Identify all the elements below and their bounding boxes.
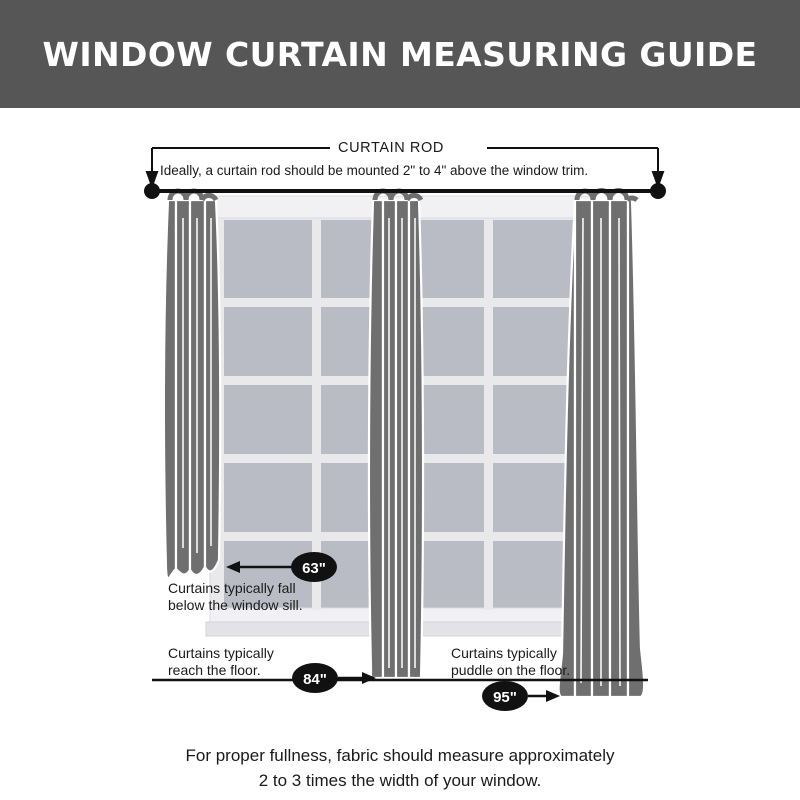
note-95-line1: Curtains typically <box>451 645 557 661</box>
note-84-line1: Curtains typically <box>168 645 274 661</box>
measurement-value-95: 95" <box>493 689 517 706</box>
footer-line-2: 2 to 3 times the width of your window. <box>258 770 542 790</box>
rod-note: Ideally, a curtain rod should be mounted 2" to 4" above the window trim. <box>160 163 589 178</box>
footer-note <box>0 744 800 793</box>
measurement-callout-95 <box>482 681 560 711</box>
note-63-line1: Curtains typically fall <box>168 580 296 596</box>
rod-label: CURTAIN ROD <box>338 140 444 156</box>
header-banner <box>0 0 800 108</box>
footer-line-1: For proper fullness, fabric should measure approximately <box>185 746 615 765</box>
curtain-window-illustration <box>0 108 800 800</box>
curtain-panel-short <box>164 200 220 578</box>
measurement-value-84: 84" <box>303 671 327 688</box>
measurement-callout-84 <box>292 663 376 693</box>
note-84-line2: reach the floor. <box>168 662 261 678</box>
note-95-line2: puddle on the floor. <box>451 662 571 678</box>
diagram-canvas <box>0 108 800 800</box>
note-63-line2: below the window sill. <box>168 597 303 613</box>
measurement-value-63: 63" <box>302 560 326 577</box>
page-title: WINDOW CURTAIN MEASURING GUIDE <box>42 34 758 74</box>
